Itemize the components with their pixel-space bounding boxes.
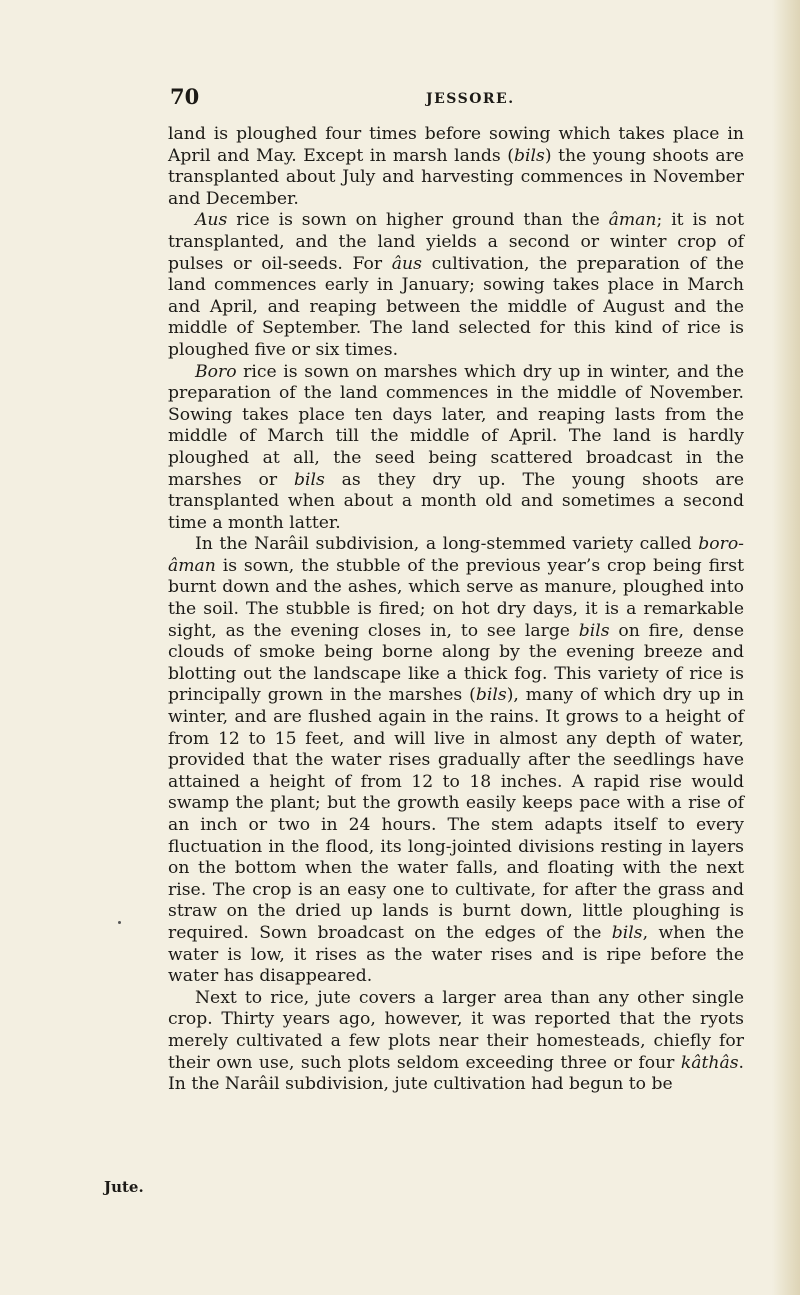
paragraph-5 [168, 988, 744, 1096]
italic-term: bils [475, 685, 507, 706]
page-number: 70 [170, 84, 200, 109]
text-run: is sown, the stubble of the previous year’s crop being first burnt down and the ashes, which serve as manure, ploughed into the soil. The stubble is fired; on hot dry days, it is a remarkable sight, as the evening closes in, to see large [168, 555, 744, 641]
running-head: JESSORE. [426, 91, 515, 107]
paragraph-3 [168, 362, 744, 535]
text-run: cultivation, the preparation of the land commences early in January; sowing takes place in March and April, and reaping between the middle of August and the middle of September. The land selected for this kind of rice is ploughed five or six times. [168, 253, 744, 360]
italic-term: Boro [195, 361, 237, 382]
ink-speck [118, 921, 121, 924]
italic-term: kâthâs [680, 1052, 739, 1073]
italic-term: âman [608, 210, 657, 231]
italic-term: âus [391, 253, 422, 274]
text-run: In the Narâil subdivision, a long-stemmed variety called [195, 534, 699, 555]
text-run: land is ploughed four times before sowing which takes place in April and May. Except in marsh lands ( [168, 124, 744, 166]
text-run: ) the young shoots are transplanted about July and harvesting commences in November and December. [168, 145, 744, 209]
text-run: ; it is not transplanted, and the land yields a second or winter crop of pulses or oil-seeds. For [168, 210, 744, 274]
text-run: rice is sown on marshes which dry up in winter, and the preparation of the land commences in the middle of November. Sowing takes place ten days later, and reaping lasts from the middle of March till the middle of April. The land is hardly ploughed at all, the seed being scattered broadcast in the marshes or [168, 361, 744, 490]
margin-note-jute: Jute. [104, 1178, 144, 1196]
text-run: on fire, dense clouds of smoke being borne along by the evening breeze and blotting out the landscape like a thick fog. This variety of rice is principally grown in the marshes ( [168, 620, 745, 706]
italic-term: bils [578, 620, 610, 641]
italic-term: boro-âman [168, 534, 744, 576]
text-run: , when the water is low, it rises as the water rises and is ripe before the water has disappeared. [168, 922, 744, 987]
page-header [0, 84, 800, 114]
text-run: Next to rice, jute covers a larger area than any other single crop. Thirty years ago, however, it was reported that the ryots merely cultivated a few plots near their homesteads, chiefly for their own use, such plots seldom exceeding three or four [168, 987, 744, 1073]
text-run: rice is sown on higher ground than the [227, 210, 609, 231]
page-edge-shadow [772, 0, 800, 1295]
text-run: as they dry up. The young shoots are transplanted when about a month old and sometimes a second time a month latter. [168, 469, 744, 533]
italic-term: bils [611, 922, 643, 943]
paragraph-1 [168, 124, 744, 210]
paragraph-2 [168, 210, 744, 361]
italic-term: Aus [195, 210, 228, 231]
paragraph-4 [168, 534, 744, 987]
italic-term: bils [514, 145, 545, 166]
italic-term: bils [293, 469, 325, 490]
text-run: . In the Narâil subdivision, jute cultivation had begun to be [168, 1052, 744, 1095]
text-run: ), many of which dry up in winter, and are flushed again in the rains. It grows to a height of from 12 to 15 feet, and will live in almost any depth of water, provided that the water rises gradually after the seedlings have attained a height of from 12 to 18 inches. A rapid rise would swamp the plant; but the growth easily keeps pace with a rise of an inch or two in 24 hours. The stem adapts itself to every fluctuation in the flood, its long-jointed divisions resting in layers on the bottom when the water falls, and floating with the next rise. The crop is an easy one to cultivate, for after the grass and straw on the dried up lands is burnt down, little ploughing is required. Sown broadcast on the edges of the [168, 685, 744, 943]
body-text [168, 124, 744, 1096]
